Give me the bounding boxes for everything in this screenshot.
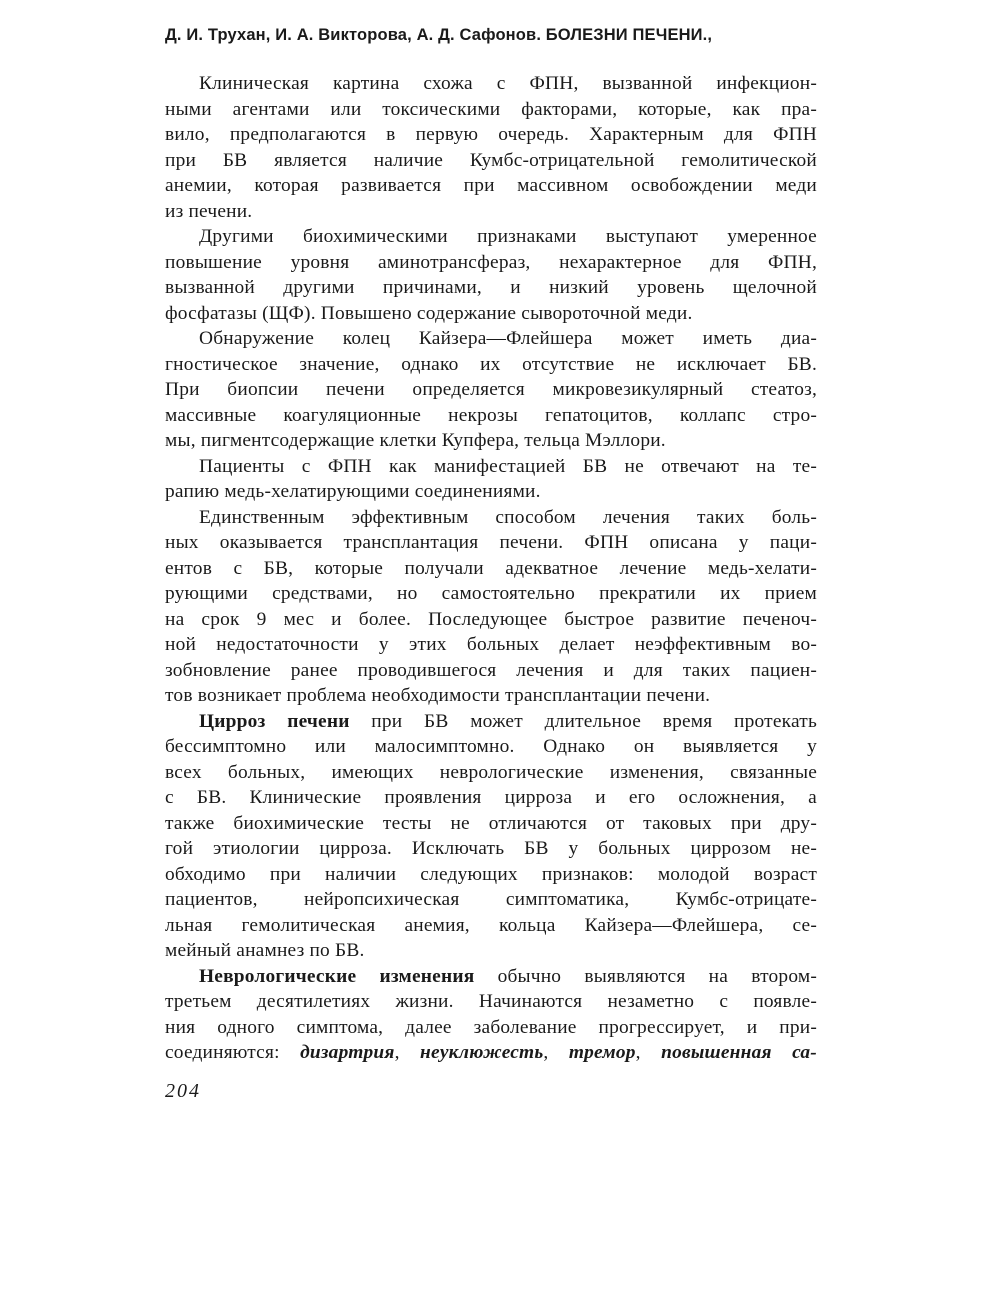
text-line: всех больных, имеющих неврологические изменения, связанные bbox=[165, 761, 817, 783]
bold-term: Неврологические изменения bbox=[199, 965, 475, 987]
text-line: повышение уровня аминотрансфераз, нехарактерное для ФПН, bbox=[165, 251, 817, 273]
text-line: третьем десятилетиях жизни. Начинаются незаметно с появле- bbox=[165, 991, 817, 1012]
paragraph bbox=[165, 505, 817, 709]
text-fragment: соединяются: bbox=[165, 1042, 301, 1063]
text-line bbox=[165, 964, 817, 990]
text-line: ных оказывается трансплантация печени. ФПН описана у паци- bbox=[165, 532, 817, 553]
text-line: также биохимические тесты не отличаются от таковых при дру- bbox=[165, 812, 817, 834]
text-line: ной недостаточности у этих больных делает неэффективным во- bbox=[165, 634, 817, 655]
text-line: Обнаружение колец Кайзера—Флейшера может иметь диа- bbox=[199, 328, 817, 349]
text-line: обходимо при наличии следующих признаков: молодой возраст bbox=[165, 863, 817, 885]
text-fragment: при БВ может длительное время протекать bbox=[349, 710, 817, 732]
emphasis-term: неуклюжесть bbox=[420, 1042, 544, 1063]
text-fragment: обычно выявляются на втором- bbox=[474, 965, 817, 987]
body-text bbox=[165, 71, 817, 1066]
text-line: Другими биохимическими признаками выступают умеренное bbox=[199, 226, 817, 247]
running-header: Д. И. Трухан, И. А. Викторова, А. Д. Сафонов. БОЛЕЗНИ ПЕЧЕНИ., bbox=[165, 26, 713, 44]
separator: , bbox=[635, 1042, 662, 1063]
text-line: ния одного симптома, далее заболевание прогрессирует, и при- bbox=[165, 1016, 817, 1038]
text-line bbox=[165, 709, 817, 735]
text-line: вило, предполагаются в первую очередь. Характерным для ФПН bbox=[165, 124, 817, 145]
text-line: бессимптомно или малосимптомно. Однако он выявляется у bbox=[165, 736, 817, 757]
paragraph bbox=[165, 224, 817, 326]
text-line: с БВ. Клинические проявления цирроза и его осложнения, а bbox=[165, 787, 817, 808]
emphasis-term: тремор bbox=[568, 1042, 636, 1063]
text-line: вызванной другими причинами, и низкий уровень щелочной bbox=[165, 277, 817, 298]
paragraph-neurological bbox=[165, 964, 817, 1066]
text-line: мейный анамнез по БВ. bbox=[165, 940, 365, 961]
text-line: на срок 9 мес и более. Последующее быстрое развитие печеноч- bbox=[165, 608, 817, 630]
text-line: пациентов, нейропсихическая симптоматика, Кумбс-отрицате- bbox=[165, 889, 817, 910]
emphasis-term: дизартрия bbox=[300, 1042, 395, 1063]
text-line: Пациенты с ФПН как манифестацией БВ не отвечают на те- bbox=[199, 455, 817, 477]
text-line: зобновление ранее проводившегося лечения и для таких пациен- bbox=[165, 659, 817, 681]
text-line: фосфатазы (ЩФ). Повышено содержание сывороточной меди. bbox=[165, 302, 693, 324]
separator: , bbox=[543, 1042, 569, 1063]
paragraph bbox=[165, 71, 817, 224]
text-line: рапию медь-хелатирующими соединениями. bbox=[165, 481, 541, 502]
text-line: Клиническая картина схожа с ФПН, вызванной инфекцион- bbox=[199, 73, 817, 94]
text-line: массивные коагуляционные некрозы гепатоцитов, коллапс стро- bbox=[165, 404, 817, 426]
emphasis-term: повышенная са- bbox=[661, 1042, 817, 1063]
text-line: из печени. bbox=[165, 200, 253, 222]
text-line: гой этиологии цирроза. Исключать БВ у больных циррозом не- bbox=[165, 838, 817, 859]
text-line bbox=[165, 1040, 817, 1066]
text-line: гностическое значение, однако их отсутствие не исключает БВ. bbox=[165, 353, 817, 375]
text-line: ными агентами или токсическими факторами, которые, как пра- bbox=[165, 98, 817, 120]
text-line: Единственным эффективным способом лечения таких боль- bbox=[199, 506, 817, 528]
bold-term: Цирроз печени bbox=[199, 710, 350, 732]
text-line: льная гемолитическая анемия, кольца Кайзера—Флейшера, се- bbox=[165, 914, 817, 936]
text-line: мы, пигментсодержащие клетки Купфера, тельца Мэллори. bbox=[165, 430, 666, 451]
page-number: 204 bbox=[165, 1080, 201, 1102]
text-line: анемии, которая развивается при массивном освобождении меди bbox=[165, 175, 817, 196]
paragraph bbox=[165, 454, 817, 505]
paragraph bbox=[165, 326, 817, 454]
text-line: ентов с БВ, которые получали адекватное лечение медь-хелати- bbox=[165, 557, 817, 579]
text-line: При биопсии печени определяется микровезикулярный стеатоз, bbox=[165, 379, 817, 400]
text-line: при БВ является наличие Кумбс-отрицательной гемолитической bbox=[165, 149, 817, 171]
separator: , bbox=[394, 1042, 421, 1063]
paragraph-cirrhosis bbox=[165, 709, 817, 964]
text-line: тов возникает проблема необходимости трансплантации печени. bbox=[165, 685, 711, 706]
text-line: рующими средствами, но самостоятельно прекратили их прием bbox=[165, 583, 817, 604]
